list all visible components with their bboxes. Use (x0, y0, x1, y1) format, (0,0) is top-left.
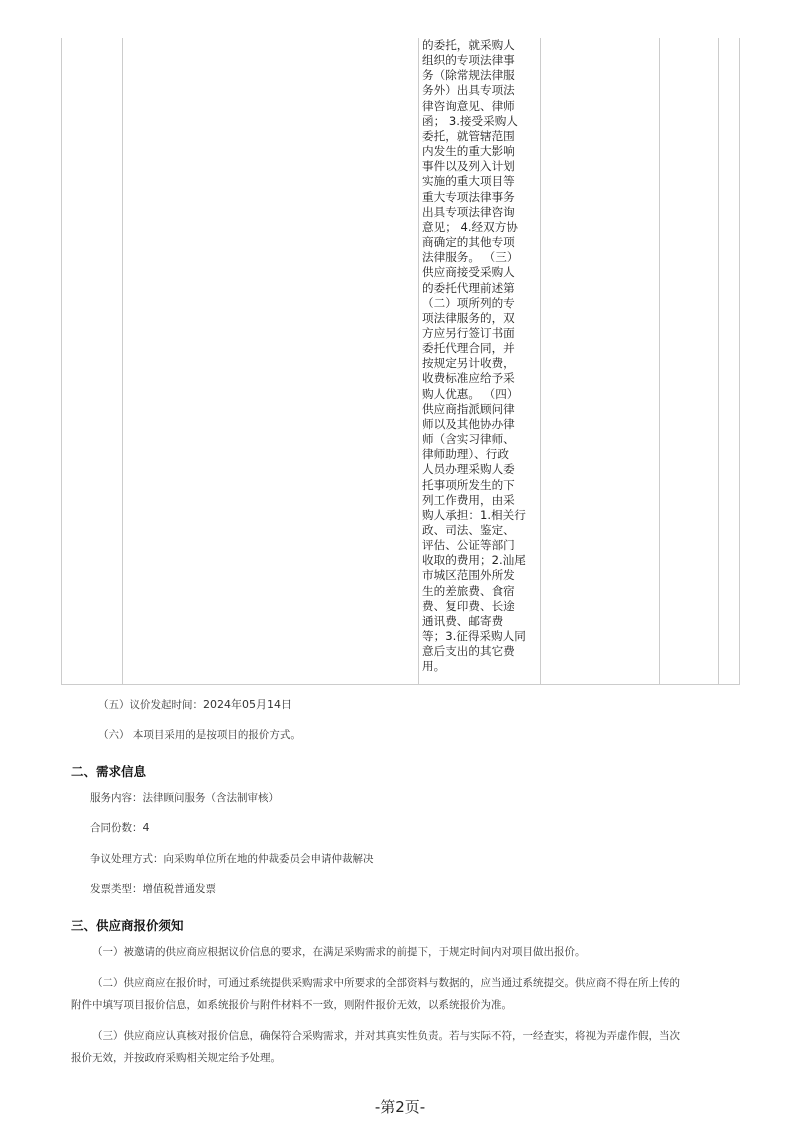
table-column-divider (659, 38, 660, 684)
table-column-divider (418, 38, 419, 684)
table-column-divider (739, 38, 740, 684)
service-content-label: 服务内容： (90, 792, 143, 804)
quote-method-line: （六） 本项目采用的是按项目的报价方式。 (98, 729, 301, 741)
notes-paragraph-2-line-2: 附件中填写项目报价信息，如系统报价与附件材料不一致，则附件报价无效，以系统报价为准。 (71, 999, 512, 1011)
contract-count-label: 合同份数： (90, 822, 143, 834)
invoice-type-value: 增值税普通发票 (142, 883, 216, 895)
dispute-resolution-value: 向采购单位所在地的仲裁委员会申请仲裁解决 (163, 853, 374, 865)
invoice-type-line (90, 881, 216, 896)
dispute-resolution-line (90, 851, 374, 866)
dispute-resolution-label: 争议处理方式： (90, 853, 164, 865)
service-requirement-cell: 的委托，就采购人 组织的专项法律事 务（除常规法律服 务外）出具专项法 律咨询意见、律师 函； 3.接受采购人 委托，就管辖范围 内发生的重大影响 事件以及列入计划 实施的重大项目等 重大专项法律事务 出具专项法律咨询 意见； 4.经双方协 商确定的其他专项 法律服务。 （三） 供应商接受采购人 的委托代理前述第 （二）项所列的专 项法律服务的，双 方应另行签订书面 委托代理合同，并 按规定另计收费， 收费标准应给予采 购人优惠。 （四） 供应商指派顾问律 师以及其他协办律 师（含实习律师、 律师助理）、行政 人员办理采购人委 托事项所发生的下 列工作费用，由采 购人承担：1.相关行 政、司法、鉴定、 评估、公证等部门 收取的费用；2.汕尾 市城区范围外所发 生的差旅费、食宿 费、复印费、长途 通讯费、邮寄费 等；3.征得采购人同 意后支出的其它费 用。 (422, 38, 526, 674)
issue-time-label: （五）议价发起时间： (98, 699, 203, 711)
section-title-requirements: 二、需求信息 (71, 764, 147, 779)
table-column-divider (718, 38, 719, 684)
section-title-quotation-notes: 三、供应商报价须知 (71, 918, 184, 933)
service-content-value: 法律顾问服务（含法制审核） (142, 792, 279, 804)
contract-count-line (90, 820, 150, 835)
contract-count-value: 4 (142, 821, 150, 834)
table-column-divider (122, 38, 123, 684)
issue-time-value: 2024年05月14日 (203, 698, 292, 711)
notes-paragraph-2-line-1: （二）供应商应在报价时，可通过系统提供采购需求中所要求的全部资料与数据的，应当通过系统提交。供应商不得在所上传的 (92, 977, 680, 989)
requirements-table (61, 38, 740, 685)
page-number: -第2页- (374, 1098, 426, 1116)
issue-time-line (98, 696, 292, 712)
notes-paragraph-3-line-2: 报价无效，并按政府采购相关规定给予处理。 (71, 1052, 281, 1064)
service-content-line (90, 790, 279, 805)
notes-paragraph-3-line-1: （三）供应商应认真核对报价信息，确保符合采购需求，并对其真实性负责。若与实际不符，一经查实，将视为弄虚作假，当次 (92, 1030, 680, 1042)
table-column-divider (540, 38, 541, 684)
invoice-type-label: 发票类型： (90, 883, 143, 895)
notes-paragraph-1: （一）被邀请的供应商应根据议价信息的要求，在满足采购需求的前提下，于规定时间内对项目做出报价。 (92, 946, 586, 958)
